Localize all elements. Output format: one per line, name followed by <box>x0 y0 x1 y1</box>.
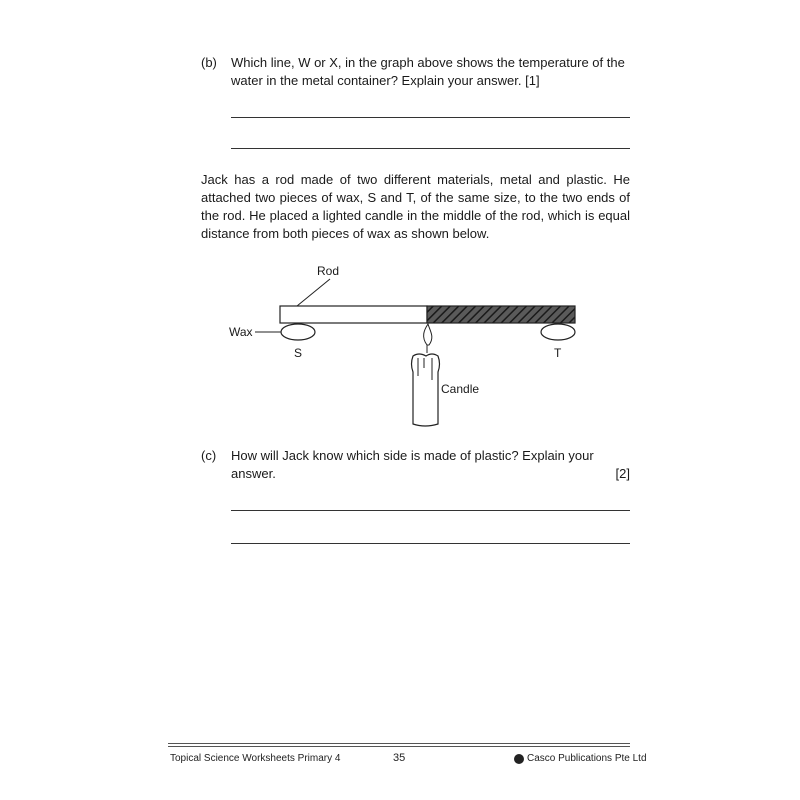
wax-t-label: T <box>554 346 562 360</box>
wax-s <box>281 324 315 340</box>
footer-publisher: Casco Publications Pte Ltd <box>527 753 647 764</box>
question-c-marks: [2] <box>615 466 630 481</box>
question-c-label: (c) <box>201 448 217 463</box>
rod-label: Rod <box>317 264 340 278</box>
wax-t <box>541 324 575 340</box>
answer-line-c-2 <box>231 543 630 544</box>
candle-label: Candle <box>441 382 480 396</box>
question-b-text: Which line, W or X, in the graph above shows the temperature of the water in the metal container? Explain your answer. [1] <box>231 55 625 88</box>
footer-rule-bottom <box>168 746 630 747</box>
rod-hatched-section <box>427 306 575 323</box>
footer-book-title: Topical Science Worksheets Primary 4 <box>170 753 341 764</box>
candle-body <box>412 354 440 426</box>
rod-plain-section <box>280 306 427 323</box>
publisher-logo-icon <box>514 754 524 764</box>
footer-rule-top <box>168 743 630 744</box>
rod <box>280 306 575 323</box>
candle-flame <box>424 324 432 345</box>
candle <box>412 324 440 426</box>
intro-paragraph: Jack has a rod made of two different materials, metal and plastic. He attached two pieces of wax, S and T, of the same size, to the two ends of the rod. He placed a lighted candle in the middle of the rod, which is equal distance from both pieces of wax as shown below. <box>201 172 630 241</box>
question-c-text: How will Jack know which side is made of plastic? Explain your answer. <box>231 448 594 481</box>
wax-s-label: S <box>294 346 303 360</box>
question-b-label: (b) <box>201 55 217 70</box>
answer-line-c-1 <box>231 510 630 511</box>
footer-page-number: 35 <box>393 752 406 764</box>
wax-label: Wax <box>229 325 253 339</box>
rod-pointer-line <box>297 279 330 306</box>
